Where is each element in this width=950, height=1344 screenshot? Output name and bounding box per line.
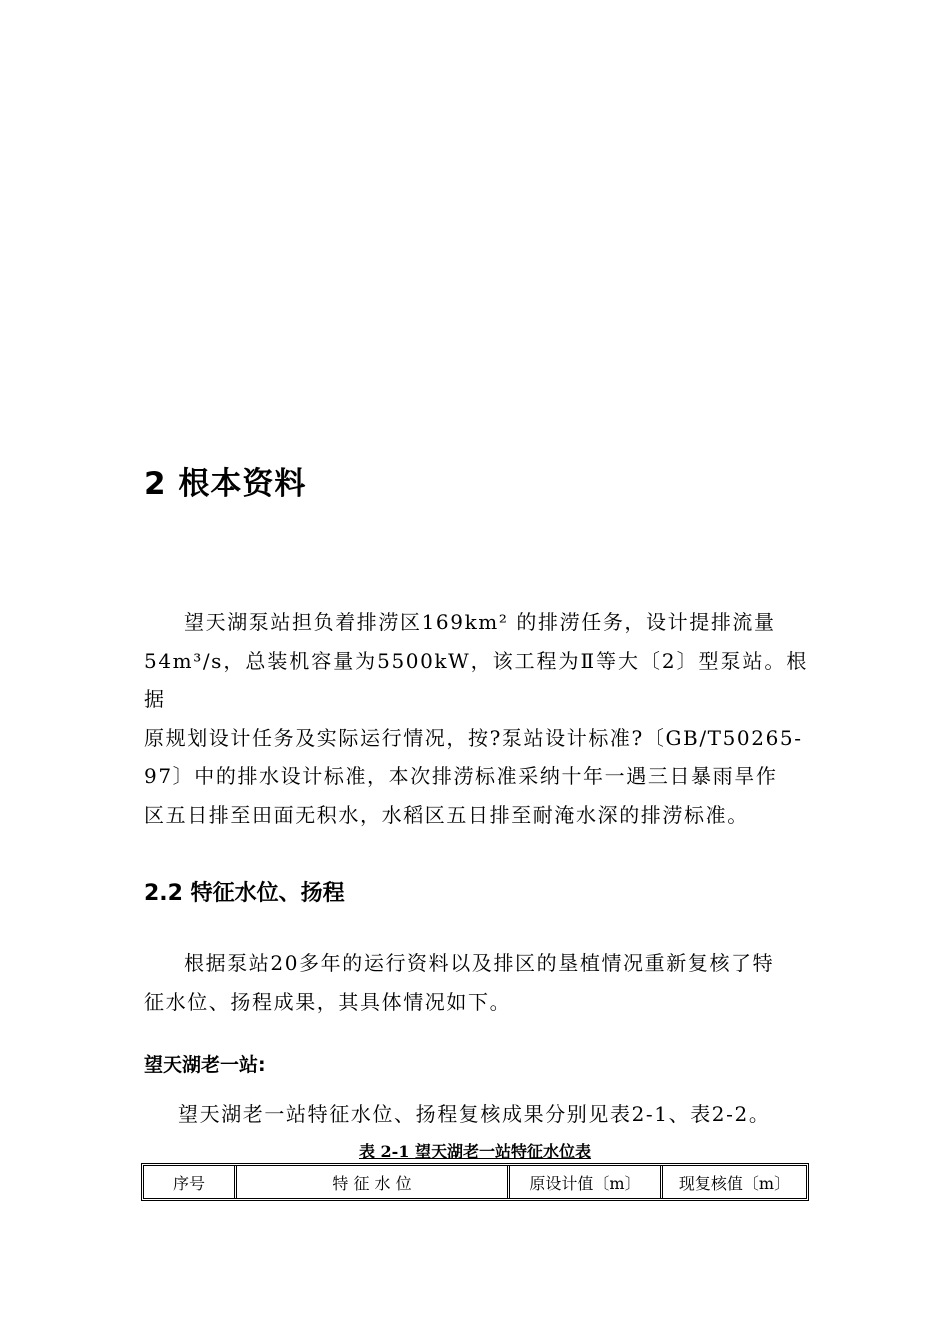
header-original-design: 原设计值〔m〕 [510,1166,663,1198]
section-heading: 2.2 特征水位、扬程 [144,881,345,906]
paragraph-line: 征水位、扬程成果，其具体情况如下。 [144,989,512,1014]
paragraph-standards [144,603,808,834]
water-level-table [141,1163,809,1201]
paragraph-table-reference: 望天湖老一站特征水位、扬程复核成果分别见表2-1、表2-2。 [178,1102,771,1126]
table-caption-text: 表 2-1 望天湖老一站特征水位表 [358,1142,592,1161]
paragraph-line: 97〕中的排水设计标准，本次排涝标准采纳十年一遇三日暴雨旱作 [144,764,778,788]
table-caption [0,1139,950,1162]
paragraph-line: 54m³/s，总装机容量为5500kW，该工程为Ⅱ等大〔2〕型泵站。根据 [144,648,808,711]
header-index: 序号 [144,1166,237,1198]
paragraph-line: 望天湖泵站担负着排涝区169km² 的排涝任务，设计提排流量 [184,610,776,634]
table-header-row [144,1166,806,1198]
paragraph-line: 根据泵站20多年的运行资料以及排区的垦植情况重新复核了特 [184,951,775,975]
subsection-heading: 望天湖老一站: [144,1054,266,1076]
paragraph-line: 区五日排至田面无积水，水稻区五日排至耐淹水深的排涝标准。 [144,802,749,827]
paragraph-line: 原规划设计任务及实际运行情况，按?泵站设计标准?〔GB/T50265- [144,725,803,750]
header-water-level: 特 征 水 位 [237,1166,510,1198]
paragraph-review [144,944,808,1021]
header-current-check: 现复核值〔m〕 [678,1173,791,1193]
chapter-heading: 2 根本资料 [144,466,307,502]
